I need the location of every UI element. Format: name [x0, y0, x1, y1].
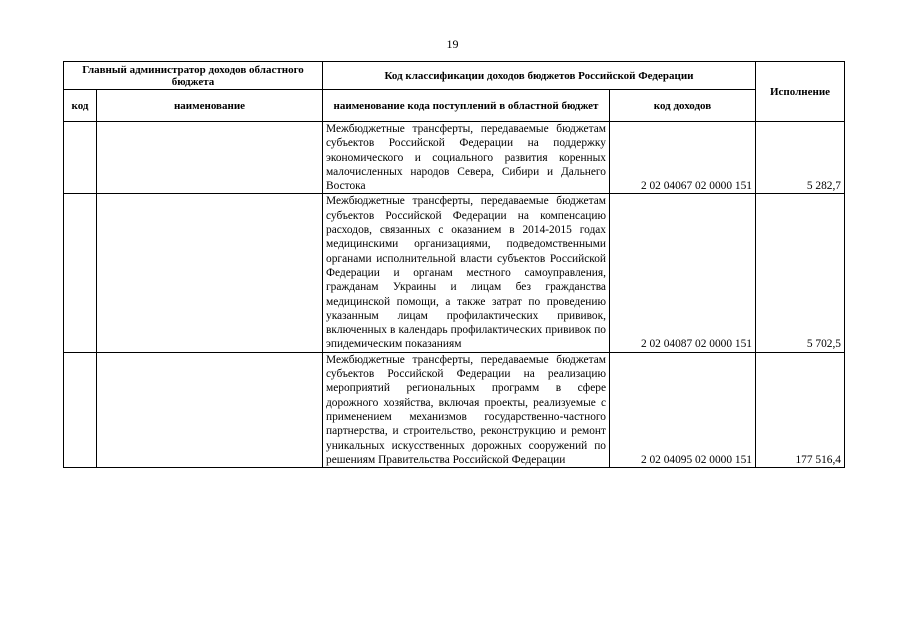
classification-group-header: Код классификации доходов бюджетов Российской Федерации: [323, 62, 756, 90]
admin-name-cell: [97, 194, 323, 352]
revenue-description-cell: Межбюджетные трансферты, передаваемые бюджетам субъектов Российской Федерации на поддержку экономического и социального развития коренных малочисленных народов Севера, Сибири и Дальнего Востока: [323, 122, 610, 194]
page-number: 19: [446, 37, 459, 51]
table-row: [64, 352, 845, 467]
admin-name-header: наименование: [97, 90, 323, 122]
admin-name-cell: [97, 352, 323, 467]
admin-code-cell: [64, 352, 97, 467]
admin-name-cell: [97, 122, 323, 194]
revenue-description-cell: Межбюджетные трансферты, передаваемые бюджетам субъектов Российской Федерации на компенсацию расходов, связанных с оказанием в 2014-2015 годах медицинскими организациями, подведомственными органами исполнительной власти субъектов Российской Федерации и органам местного самоуправления, гражданам Украины и лицам без гражданства медицинской помощи, а также затрат по проведению указанным лицам профилактических прививок, включенных в календарь профилактических прививок по эпидемическим показаниям: [323, 194, 610, 352]
table-row: [64, 122, 845, 194]
table-row: [64, 194, 845, 352]
admin-code-cell: [64, 194, 97, 352]
admin-code-header: код: [64, 90, 97, 122]
revenue-code-cell: 2 02 04095 02 0000 151: [610, 352, 756, 467]
revenue-code-cell: 2 02 04087 02 0000 151: [610, 194, 756, 352]
execution-amount-cell: 5 282,7: [756, 122, 845, 194]
revenue-code-header: код доходов: [610, 90, 756, 122]
budget-revenue-table: [63, 61, 845, 468]
execution-header: Исполнение: [756, 62, 845, 122]
admin-group-header: Главный администратор доходов областного бюджета: [64, 62, 323, 90]
revenue-code-name-header: наименование кода поступлений в областной бюджет: [323, 90, 610, 122]
admin-code-cell: [64, 122, 97, 194]
execution-amount-cell: 5 702,5: [756, 194, 845, 352]
revenue-code-cell: 2 02 04067 02 0000 151: [610, 122, 756, 194]
revenue-description-cell: Межбюджетные трансферты, передаваемые бюджетам субъектов Российской Федерации на реализацию мероприятий региональных программ в сфере дорожного хозяйства, включая проекты, реализуемые с применением механизмов государственно-частного партнерства, и строительство, реконструкцию и ремонт уникальных искусственных дорожных сооружений по решениям Правительства Российской Федерации: [323, 352, 610, 467]
execution-amount-cell: 177 516,4: [756, 352, 845, 467]
